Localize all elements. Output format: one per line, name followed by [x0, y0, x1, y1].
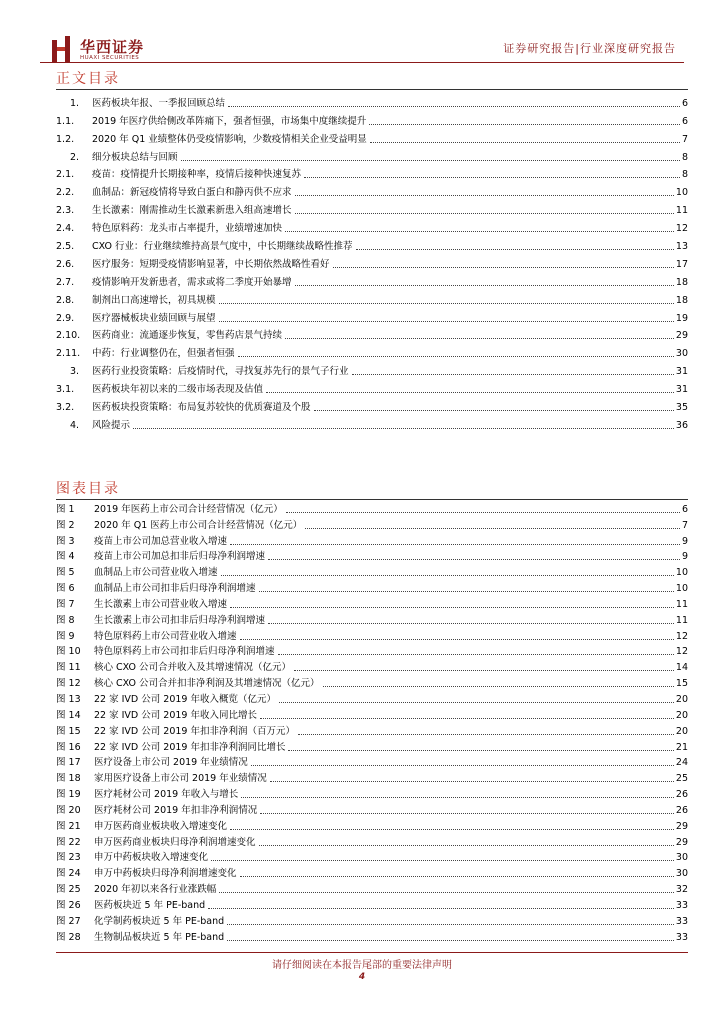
toc-entry-title: 医药商业：流通逐步恢复，零售药店景气持续	[92, 330, 283, 342]
dot-leader	[133, 427, 674, 429]
figure-entry[interactable]	[56, 706, 688, 722]
dot-leader	[260, 812, 674, 814]
toc-entry-number: 2.5.	[56, 241, 75, 253]
toc-entry-page: 29	[675, 330, 688, 342]
toc-entry-page: 31	[675, 366, 688, 378]
figure-entry-title: 22 家 IVD 公司 2019 年扣非净利润同比增长	[94, 741, 286, 753]
figure-entry[interactable]	[56, 548, 688, 564]
page-number: 4	[358, 972, 366, 982]
figure-entry-page: 11	[675, 614, 688, 626]
figure-entry-title: 2020 年 Q1 医药上市公司合计经营情况（亿元）	[94, 519, 303, 531]
figure-entry-label: 图 3	[56, 535, 75, 547]
figure-entry-page: 33	[675, 899, 688, 911]
figure-entry[interactable]	[56, 817, 688, 833]
dot-leader	[278, 653, 674, 655]
toc-entry-page: 11	[675, 205, 688, 217]
dot-leader	[333, 266, 674, 268]
dot-leader	[227, 939, 674, 941]
figure-entry[interactable]	[56, 595, 688, 611]
toc-entry[interactable]	[56, 325, 688, 343]
header-divider	[40, 62, 684, 63]
dot-leader	[227, 923, 674, 925]
dot-leader	[260, 717, 674, 719]
toc-entry-number: 2.7.	[56, 276, 75, 288]
dot-leader	[288, 749, 673, 751]
toc-entry[interactable]	[56, 146, 688, 164]
figure-entry-title: 特色原料药上市公司营业收入增速	[94, 630, 237, 642]
toc-entry-number: 2.3.	[56, 205, 75, 217]
toc-entry-number: 1.	[70, 97, 80, 109]
figure-entry-label: 图 7	[56, 598, 75, 610]
toc-entry-number: 2.10.	[56, 330, 81, 342]
huaxi-logo-icon	[52, 36, 70, 62]
figure-entry[interactable]	[56, 643, 688, 659]
toc-entry-title: 2019 年医疗供给侧改革阵痛下，强者恒强，市场集中度继续提升	[92, 115, 367, 127]
dot-leader	[314, 409, 674, 411]
toc-entry-title: 风险提示	[92, 419, 131, 431]
toc-entry-title: 细分板块总结与回顾	[92, 151, 178, 163]
figure-entry[interactable]	[56, 769, 688, 785]
figure-entry-title: 生物制品板块近 5 年 PE-band	[94, 931, 225, 943]
dot-leader	[240, 875, 674, 877]
figure-entry-label: 图 5	[56, 567, 75, 579]
dot-leader	[304, 176, 680, 178]
figure-entry-label: 图 6	[56, 583, 75, 595]
toc-entry-page: 13	[675, 241, 688, 253]
figure-entry-title: 医疗耗材公司 2019 年扣非净利润情况	[94, 804, 258, 816]
figure-entry-title: 核心 CXO 公司合并扣非净利润及其增速情况（亿元）	[94, 678, 320, 690]
figure-entry-page: 20	[675, 725, 688, 737]
toc-entry-title: 疫情影响开发新患者，需求或将二季度开始暴增	[92, 276, 292, 288]
figure-entry-label: 图 18	[56, 773, 81, 785]
figure-entry-page: 10	[675, 583, 688, 595]
dot-leader	[181, 159, 680, 161]
figure-entry-title: 家用医疗设备上市公司 2019 年业绩情况	[94, 773, 267, 785]
figure-entry[interactable]	[56, 658, 688, 674]
figure-entry-label: 图 2	[56, 519, 75, 531]
toc-entry-title: 医药板块年报、一季报回顾总结	[92, 97, 226, 109]
figure-entry-title: 2020 年初以来各行业涨跌幅	[94, 884, 217, 896]
figure-entry-title: 血制品上市公司营业收入增速	[94, 567, 218, 579]
figure-entry-page: 20	[675, 709, 688, 721]
figure-entry[interactable]	[56, 579, 688, 595]
figures-title: 图表目录	[56, 481, 120, 497]
figure-entry-label: 图 24	[56, 868, 81, 880]
figure-entry-title: 申万医药商业板块收入增速变化	[94, 820, 228, 832]
figure-entry[interactable]	[56, 690, 688, 706]
dot-leader	[270, 780, 674, 782]
dot-leader	[219, 320, 674, 322]
figure-entry-label: 图 26	[56, 899, 81, 911]
figure-entry[interactable]	[56, 516, 688, 532]
figure-entry[interactable]	[56, 674, 688, 690]
figure-entry-title: 医药板块近 5 年 PE-band	[94, 899, 206, 911]
figure-entry-label: 图 13	[56, 693, 81, 705]
figure-entry-page: 32	[675, 884, 688, 896]
figure-entry-page: 10	[675, 567, 688, 579]
dot-leader	[370, 141, 680, 143]
toc-entry[interactable]	[56, 235, 688, 253]
toc-entry-number: 3.	[70, 366, 80, 378]
figure-entry[interactable]	[56, 611, 688, 627]
table-of-contents	[56, 92, 688, 432]
figure-entry[interactable]	[56, 880, 688, 896]
dot-leader	[259, 844, 674, 846]
toc-entry[interactable]	[56, 217, 688, 235]
figure-entry-page: 12	[675, 646, 688, 658]
toc-entry-page: 30	[675, 348, 688, 360]
figure-entry[interactable]	[56, 928, 688, 944]
figure-entry-page: 24	[675, 757, 688, 769]
figure-entry-title: 申万中药板块归母净利润增速变化	[94, 868, 237, 880]
dot-leader	[352, 373, 674, 375]
toc-entry-number: 2.	[70, 151, 80, 163]
toc-entry-page: 18	[675, 276, 688, 288]
figure-entry-title: 2019 年医药上市公司合计经营情况（亿元）	[94, 503, 283, 515]
figure-entry-title: 特色原料药上市公司扣非后归母净利润增速	[94, 646, 275, 658]
dot-leader	[305, 527, 680, 529]
figure-entry-label: 图 27	[56, 915, 81, 927]
toc-entry-title: 医药板块投资策略：布局复苏较快的优质赛道及个股	[92, 402, 311, 414]
dot-leader	[279, 701, 674, 703]
logo-english-name: HUAXI SECURITIES	[80, 55, 140, 61]
dot-leader	[240, 638, 674, 640]
toc-entry-page: 6	[681, 115, 688, 127]
toc-entry-number: 2.4.	[56, 223, 75, 235]
dot-leader	[211, 859, 674, 861]
figure-entry-label: 图 15	[56, 725, 81, 737]
dot-leader	[228, 105, 680, 107]
toc-entry[interactable]	[56, 253, 688, 271]
toc-entry-number: 2.8.	[56, 294, 75, 306]
dot-leader	[295, 194, 674, 196]
dot-leader	[219, 891, 674, 893]
figure-entry-label: 图 12	[56, 678, 81, 690]
figure-entry-label: 图 20	[56, 804, 81, 816]
figure-entry-label: 图 11	[56, 662, 81, 674]
figure-entry-title: 化学制药板块近 5 年 PE-band	[94, 915, 225, 927]
figure-entry[interactable]	[56, 912, 688, 928]
figure-entry-label: 图 1	[56, 503, 75, 515]
figure-entry[interactable]	[56, 532, 688, 548]
dot-leader	[230, 543, 680, 545]
toc-entry-title: 血制品：新冠疫情将导致白蛋白和静丙供不应求	[92, 187, 292, 199]
toc-entry-page: 19	[675, 312, 688, 324]
toc-entry-title: 医药行业投资策略：后疫情时代，寻找复苏先行的景气子行业	[92, 366, 349, 378]
dot-leader	[238, 355, 674, 357]
toc-entry-page: 36	[675, 419, 688, 431]
figure-entry[interactable]	[56, 722, 688, 738]
figure-entry-title: 血制品上市公司扣非后归母净利润增速	[94, 583, 256, 595]
figure-entry-title: 医疗耗材公司 2019 年收入与增长	[94, 789, 239, 801]
figure-entry-title: 生长激素上市公司扣非后归母净利润增速	[94, 614, 266, 626]
dot-leader	[268, 622, 674, 624]
figure-entry-label: 图 16	[56, 741, 81, 753]
toc-entry-number: 2.2.	[56, 187, 75, 199]
figure-entry-page: 11	[675, 598, 688, 610]
figure-entry-title: 申万中药板块收入增速变化	[94, 852, 209, 864]
figure-entry-page: 26	[675, 804, 688, 816]
figure-entry-label: 图 4	[56, 551, 75, 563]
dot-leader	[219, 302, 674, 304]
figure-entry-page: 21	[675, 741, 688, 753]
dot-leader	[266, 391, 674, 393]
toc-entry[interactable]	[56, 271, 688, 289]
toc-entry-page: 8	[681, 151, 688, 163]
figure-entry-label: 图 28	[56, 931, 81, 943]
figure-entry-title: 申万医药商业板块归母净利润增速变化	[94, 836, 256, 848]
toc-entry-title: 中药：行业调整仍在，但强者恒强	[92, 348, 235, 360]
toc-entry-page: 31	[675, 384, 688, 396]
figure-entry-page: 15	[675, 678, 688, 690]
toc-entry-title: 制剂出口高速增长，初具规模	[92, 294, 216, 306]
figure-entry-title: 医疗设备上市公司 2019 年业绩情况	[94, 757, 248, 769]
toc-entry-page: 17	[675, 258, 688, 270]
dot-leader	[259, 590, 674, 592]
toc-entry-page: 8	[681, 169, 688, 181]
toc-entry-number: 2.9.	[56, 312, 75, 324]
toc-entry-number: 1.1.	[56, 115, 75, 127]
dot-leader	[369, 123, 680, 125]
figure-entry[interactable]	[56, 849, 688, 865]
toc-entry-number: 4.	[70, 419, 80, 431]
figure-entry-title: 核心 CXO 公司合并收入及其增速情况（亿元）	[94, 662, 292, 674]
list-of-figures	[56, 500, 688, 944]
figure-entry[interactable]	[56, 738, 688, 754]
toc-entry-page: 10	[675, 187, 688, 199]
toc-entry-title: 2020 年 Q1 业绩整体仍受疫情影响，少数疫情相关企业受益明显	[92, 133, 367, 145]
figure-entry-label: 图 9	[56, 630, 75, 642]
toc-entry-title: 生长激素：刚需推动生长激素新患入组高速增长	[92, 205, 292, 217]
dot-leader	[295, 212, 674, 214]
dot-leader	[268, 558, 680, 560]
figure-entry-title: 生长激素上市公司营业收入增速	[94, 598, 228, 610]
toc-entry-number: 1.2.	[56, 133, 75, 145]
footer-divider	[56, 952, 688, 953]
toc-entry-page: 18	[675, 294, 688, 306]
figure-entry-title: 疫苗上市公司加总扣非后归母净利润增速	[94, 551, 266, 563]
figure-entry-page: 33	[675, 915, 688, 927]
toc-entry[interactable]	[56, 181, 688, 199]
figure-entry[interactable]	[56, 833, 688, 849]
figure-entry-title: 22 家 IVD 公司 2019 年收入同比增长	[94, 709, 257, 721]
figure-entry-page: 30	[675, 852, 688, 864]
toc-entry-page: 12	[675, 223, 688, 235]
toc-title-underline	[56, 89, 688, 90]
dot-leader	[285, 337, 674, 339]
figure-entry[interactable]	[56, 801, 688, 817]
figure-entry-page: 14	[675, 662, 688, 674]
figure-entry[interactable]	[56, 896, 688, 912]
toc-entry-number: 2.1.	[56, 169, 75, 181]
figure-entry[interactable]	[56, 754, 688, 770]
dot-leader	[298, 733, 674, 735]
figure-entry[interactable]	[56, 627, 688, 643]
figure-entry-label: 图 14	[56, 709, 81, 721]
figure-entry-label: 图 17	[56, 757, 81, 769]
toc-entry-page: 6	[681, 97, 688, 109]
dot-leader	[230, 606, 674, 608]
figure-entry-page: 29	[675, 820, 688, 832]
dot-leader	[251, 764, 674, 766]
dot-leader	[221, 574, 674, 576]
logo-chinese-name: 华西证券	[80, 38, 145, 56]
page-header	[40, 24, 684, 72]
figure-entry-title: 22 家 IVD 公司 2019 年扣非净利润（百万元）	[94, 725, 295, 737]
dot-leader	[323, 685, 674, 687]
toc-title: 正文目录	[56, 71, 120, 87]
toc-entry-title: 特色原料药：龙头市占率提升，业绩增速加快	[92, 223, 283, 235]
toc-entry-number: 2.11.	[56, 348, 81, 360]
report-type-label: 证券研究报告|行业深度研究报告	[503, 42, 676, 55]
toc-entry-title: 医疗服务：短期受疫情影响显著，中长期依然战略性看好	[92, 258, 330, 270]
toc-entry[interactable]	[56, 164, 688, 182]
toc-entry-number: 3.1.	[56, 384, 75, 396]
toc-entry[interactable]	[56, 342, 688, 360]
figure-entry-label: 图 25	[56, 884, 81, 896]
toc-entry[interactable]	[56, 307, 688, 325]
figure-entry-page: 30	[675, 868, 688, 880]
toc-entry-title: CXO 行业：行业继续维持高景气度中，中长期继续战略性推荐	[92, 241, 353, 253]
toc-entry-number: 2.6.	[56, 258, 75, 270]
figure-entry-label: 图 8	[56, 614, 75, 626]
figure-entry[interactable]	[56, 500, 688, 516]
toc-entry[interactable]	[56, 128, 688, 146]
figure-entry-title: 22 家 IVD 公司 2019 年收入概览（亿元）	[94, 693, 276, 705]
toc-entry[interactable]	[56, 92, 688, 110]
figure-entry-page: 9	[681, 551, 688, 563]
toc-entry[interactable]	[56, 414, 688, 432]
figure-entry-page: 6	[681, 503, 688, 515]
dot-leader	[285, 230, 674, 232]
figure-entry-title: 疫苗上市公司加总营业收入增速	[94, 535, 228, 547]
figure-entry-page: 33	[675, 931, 688, 943]
toc-entry[interactable]	[56, 396, 688, 414]
toc-entry[interactable]	[56, 199, 688, 217]
figure-entry-label: 图 21	[56, 820, 81, 832]
figure-entry-label: 图 22	[56, 836, 81, 848]
dot-leader	[208, 907, 674, 909]
toc-entry-title: 医疗器械板块业绩回顾与展望	[92, 312, 216, 324]
figure-entry[interactable]	[56, 864, 688, 880]
figure-entry-page: 20	[675, 693, 688, 705]
figure-entry-page: 29	[675, 836, 688, 848]
figure-entry-page: 25	[675, 773, 688, 785]
toc-entry-page: 35	[675, 402, 688, 414]
dot-leader	[295, 284, 674, 286]
figure-entry-page: 9	[681, 535, 688, 547]
figure-entry[interactable]	[56, 563, 688, 579]
toc-entry[interactable]	[56, 110, 688, 128]
dot-leader	[286, 511, 680, 513]
toc-entry[interactable]	[56, 360, 688, 378]
figure-entry-label: 图 10	[56, 646, 81, 658]
figure-entry-page: 7	[681, 519, 688, 531]
toc-entry-title: 疫苗：疫情提升长期接种率，疫情后接种快速复苏	[92, 169, 302, 181]
figure-entry-label: 图 23	[56, 852, 81, 864]
figure-entry-page: 12	[675, 630, 688, 642]
figure-entry-page: 26	[675, 789, 688, 801]
dot-leader	[294, 669, 674, 671]
toc-entry-number: 3.2.	[56, 402, 75, 414]
legal-disclaimer: 请仔细阅读在本报告尾部的重要法律声明	[272, 960, 452, 971]
toc-entry[interactable]	[56, 378, 688, 396]
figure-entry[interactable]	[56, 785, 688, 801]
dot-leader	[356, 248, 674, 250]
toc-entry-page: 7	[681, 133, 688, 145]
figure-entry-label: 图 19	[56, 789, 81, 801]
dot-leader	[230, 828, 674, 830]
toc-entry[interactable]	[56, 289, 688, 307]
dot-leader	[241, 796, 674, 798]
toc-entry-title: 医药板块年初以来的二级市场表现及估值	[92, 384, 264, 396]
